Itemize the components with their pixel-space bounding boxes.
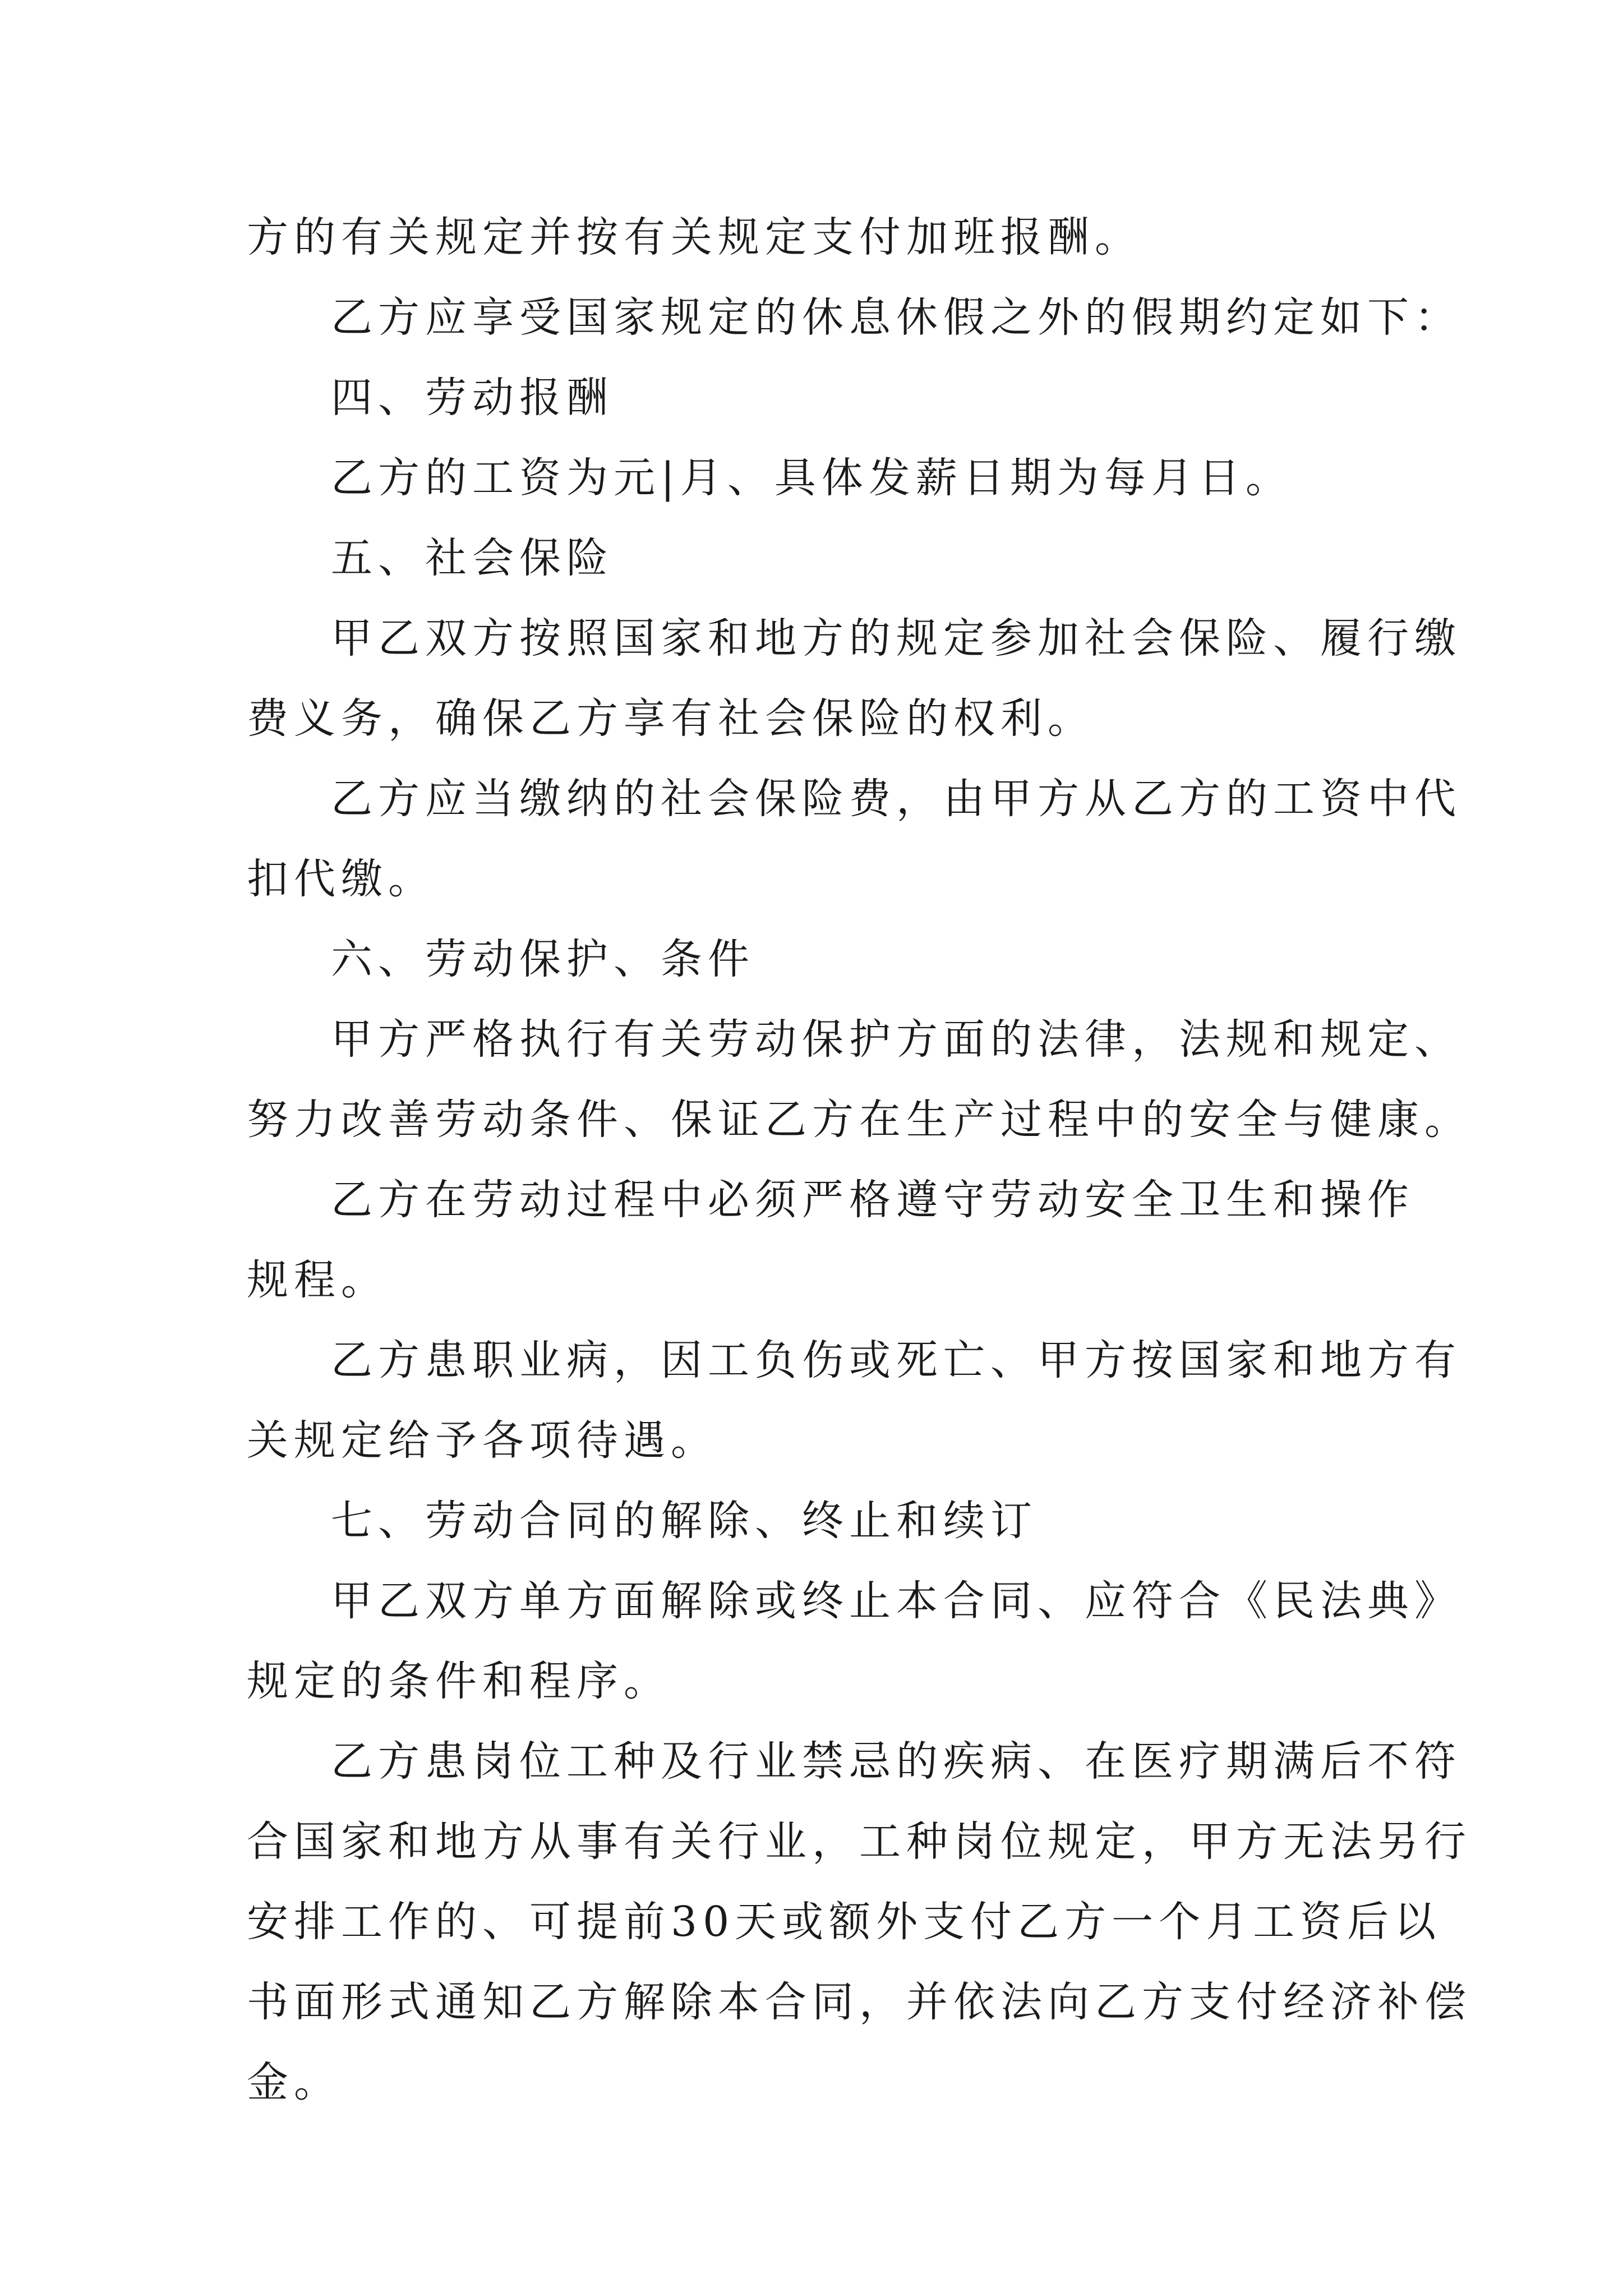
section-heading: 四、劳动报酬 [331,374,614,422]
text-line: 乙方应当缴纳的社会保险费，由甲方从乙方的工资中代 [331,775,1461,823]
contract-body [247,197,1472,2123]
text-line: 关规定给予各项待遇。 [247,1416,718,1465]
text-line: 费义务，确保乙方享有社会保险的权利。 [247,694,1095,743]
text-line: 扣代缴。 [247,855,435,903]
text-line: 甲乙双方按照国家和地方的规定参加社会保险、履行缴 [331,614,1461,662]
text-line: 金。 [247,2058,341,2106]
section-heading: 六、劳动保护、条件 [331,935,755,983]
text-line: 规定的条件和程序。 [247,1657,671,1705]
text-line: 甲乙双方单方面解除或终止本合同、应符合《民法典》 [331,1577,1461,1625]
section-heading: 五、社会保险 [331,534,614,582]
text-line: 乙方的工资为元|月、具体发薪日期为每月日。 [331,454,1293,502]
text-line: 乙方应享受国家规定的休息休假之外的假期约定如下： [331,293,1461,342]
section-heading: 七、劳动合同的解除、终止和续订 [331,1497,1038,1545]
text-line: 努力改善劳动条件、保证乙方在生产过程中的安全与健康。 [247,1096,1472,1144]
text-line: 规程。 [247,1256,388,1304]
text-line: 甲方严格执行有关劳动保护方面的法律，法规和规定、 [331,1015,1461,1064]
text-line: 方的有关规定并按有关规定支付加班报酬。 [247,213,1142,261]
text-line: 乙方患职业病，因工负伤或死亡、甲方按国家和地方有 [331,1336,1461,1384]
text-line: 乙方在劳动过程中必须严格遵守劳动安全卫生和操作 [331,1176,1414,1224]
text-line: 合国家和地方从事有关行业，工种岗位规定，甲方无法另行 [247,1818,1472,1866]
text-line: 安排工作的、可提前30天或额外支付乙方一个月工资后以 [247,1898,1442,1946]
text-line: 乙方患岗位工种及行业禁忌的疾病、在医疗期满后不符 [331,1737,1461,1786]
text-line: 书面形式通知乙方解除本合同，并依法向乙方支付经济补偿 [247,1978,1472,2026]
